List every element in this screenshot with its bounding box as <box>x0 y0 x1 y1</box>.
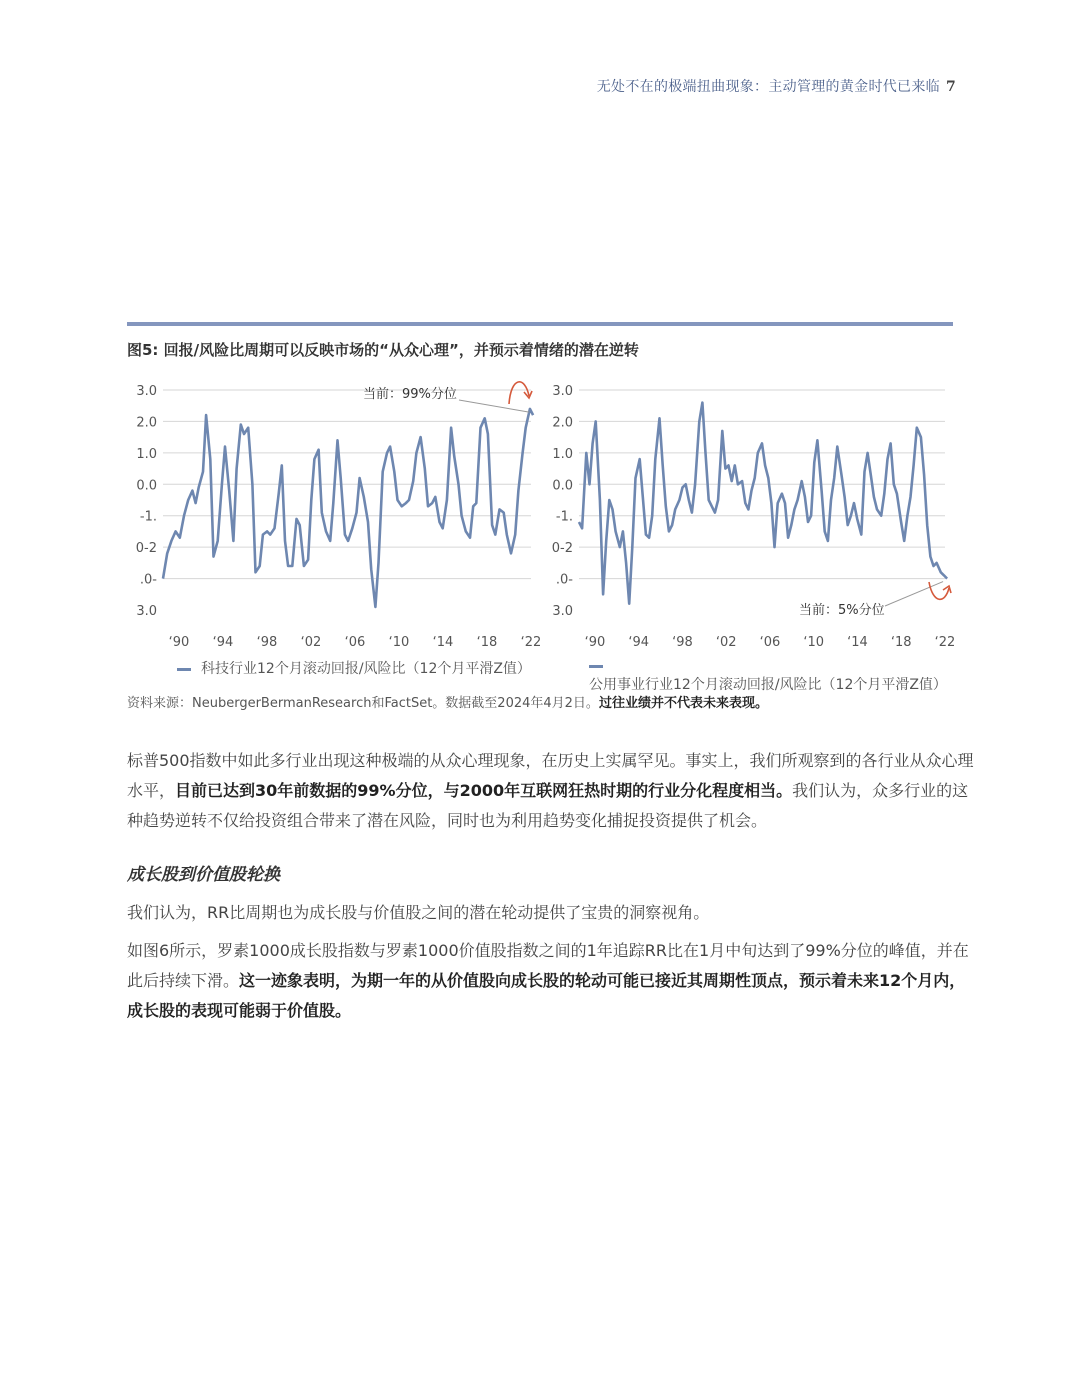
header-title: 无处不在的极端扭曲现象：主动管理的黄金时代已来临 <box>596 79 940 95</box>
x-tick-label: ‘90 <box>584 635 606 650</box>
x-tick-label: ‘90 <box>168 635 190 650</box>
legend-swatch <box>177 668 191 671</box>
paragraph-1 <box>127 746 977 836</box>
x-tick-label: ‘94 <box>628 635 650 650</box>
chart-right <box>545 374 967 654</box>
paragraph-3-bold: 这一迹象表明，为期一年的从价值股向成长股的轮动可能已接近其周期性顶点，预示着未来12个月内，成长股的表现可能弱于价值股。 <box>127 971 966 1020</box>
x-tick-label: ‘02 <box>300 635 322 650</box>
y-tick-label: .0- <box>139 572 157 588</box>
reversal-arrow-icon <box>509 382 529 404</box>
x-tick-label: ‘18 <box>476 635 498 650</box>
figure-source <box>127 692 768 711</box>
y-tick-label: 0-2 <box>551 541 573 557</box>
section-heading: 成长股到价值股轮换 <box>127 865 280 885</box>
x-tick-label: ‘06 <box>344 635 366 650</box>
disclaimer: 过往业绩并不代表未来表现。 <box>598 696 768 711</box>
y-tick-label: 3.0 <box>552 384 573 399</box>
page-number: 7 <box>945 79 956 95</box>
reversal-arrow-icon <box>929 582 949 599</box>
y-tick-label: .0- <box>555 572 573 588</box>
x-tick-label: ‘98 <box>256 635 278 650</box>
x-tick-label: ‘98 <box>672 635 693 650</box>
x-tick-label: ‘10 <box>388 635 410 650</box>
x-tick-label: ‘10 <box>803 635 825 650</box>
charts-container <box>127 374 967 693</box>
paragraph-2: 我们认为，RR比周期也为成长股与价值股之间的潜在轮动提供了宝贵的洞察视角。 <box>127 903 710 922</box>
series-line <box>163 409 533 607</box>
y-tick-label: -1. <box>555 509 573 525</box>
legend-label-right: 公用事业行业12个月滚动回报/风险比（12个月平滑Z值） <box>589 677 947 693</box>
paragraph-3-text: 如图6所示，罗素1000成长股指数与罗素1000价值股指数之间的1年追踪RR比在1月中旬达到了99%分位的峰值，并在此后持续下滑。 <box>127 941 969 990</box>
x-tick-label: ‘14 <box>432 635 454 650</box>
x-tick-label: ‘94 <box>212 635 234 650</box>
paragraph-1-text-a: 标普500指数中如此多行业出现这种极端的从众心理现象，在历史上实属罕见。事实上，我们所观察到的各行业从众心理水平， <box>127 751 974 800</box>
x-tick-label: ‘22 <box>934 635 956 650</box>
series-line <box>579 403 947 604</box>
legend-left <box>177 658 531 678</box>
figure-title: 图5: 回报/风险比周期可以反映市场的“从众心理”，并预示着情绪的潜在逆转 <box>127 341 639 359</box>
y-tick-label: -1. <box>139 509 157 525</box>
x-tick-label: ‘06 <box>759 635 781 650</box>
paragraph-3 <box>127 936 977 1026</box>
chart-left <box>127 374 545 654</box>
y-tick-label: 3.0 <box>136 604 157 619</box>
x-tick-label: ‘02 <box>715 635 737 650</box>
y-tick-label: 1.0 <box>552 446 573 462</box>
y-tick-label: 1.0 <box>136 446 157 462</box>
source-text: 资料来源：NeubergerBermanResearch和FactSet。数据截至2024年4月2日。 <box>127 696 599 711</box>
x-tick-label: ‘18 <box>890 635 912 650</box>
x-tick-label: ‘14 <box>847 635 868 650</box>
y-tick-label: 0-2 <box>135 541 157 557</box>
annotation-leader <box>885 582 943 606</box>
x-tick-label: ‘22 <box>520 635 542 650</box>
legend-label-left: 科技行业12个月滚动回报/风险比（12个月平滑Z值） <box>201 661 531 677</box>
page-header <box>597 76 956 96</box>
legend-swatch <box>589 665 603 668</box>
y-tick-label: 0.0 <box>552 478 573 494</box>
paragraph-1-bold: 目前已达到30年前数据的99%分位，与2000年互联网狂热时期的行业分化程度相当。 <box>175 781 793 800</box>
annotation-leader <box>459 400 529 412</box>
current-percentile-label: 当前：99%分位 <box>363 387 457 402</box>
y-tick-label: 3.0 <box>552 604 573 619</box>
current-percentile-label: 当前：5%分位 <box>799 603 885 618</box>
y-tick-label: 0.0 <box>136 478 157 494</box>
section-rule <box>127 322 953 326</box>
y-tick-label: 2.0 <box>552 415 573 431</box>
legend-right <box>589 658 967 694</box>
y-tick-label: 2.0 <box>136 415 157 431</box>
paragraph-1-text-b: 我们认为，众多行业的这种趋势逆转不仅给投资组合带来了潜在风险，同时也为利用趋势变化捕捉投资提供了机会。 <box>127 781 969 830</box>
y-tick-label: 3.0 <box>136 384 157 399</box>
